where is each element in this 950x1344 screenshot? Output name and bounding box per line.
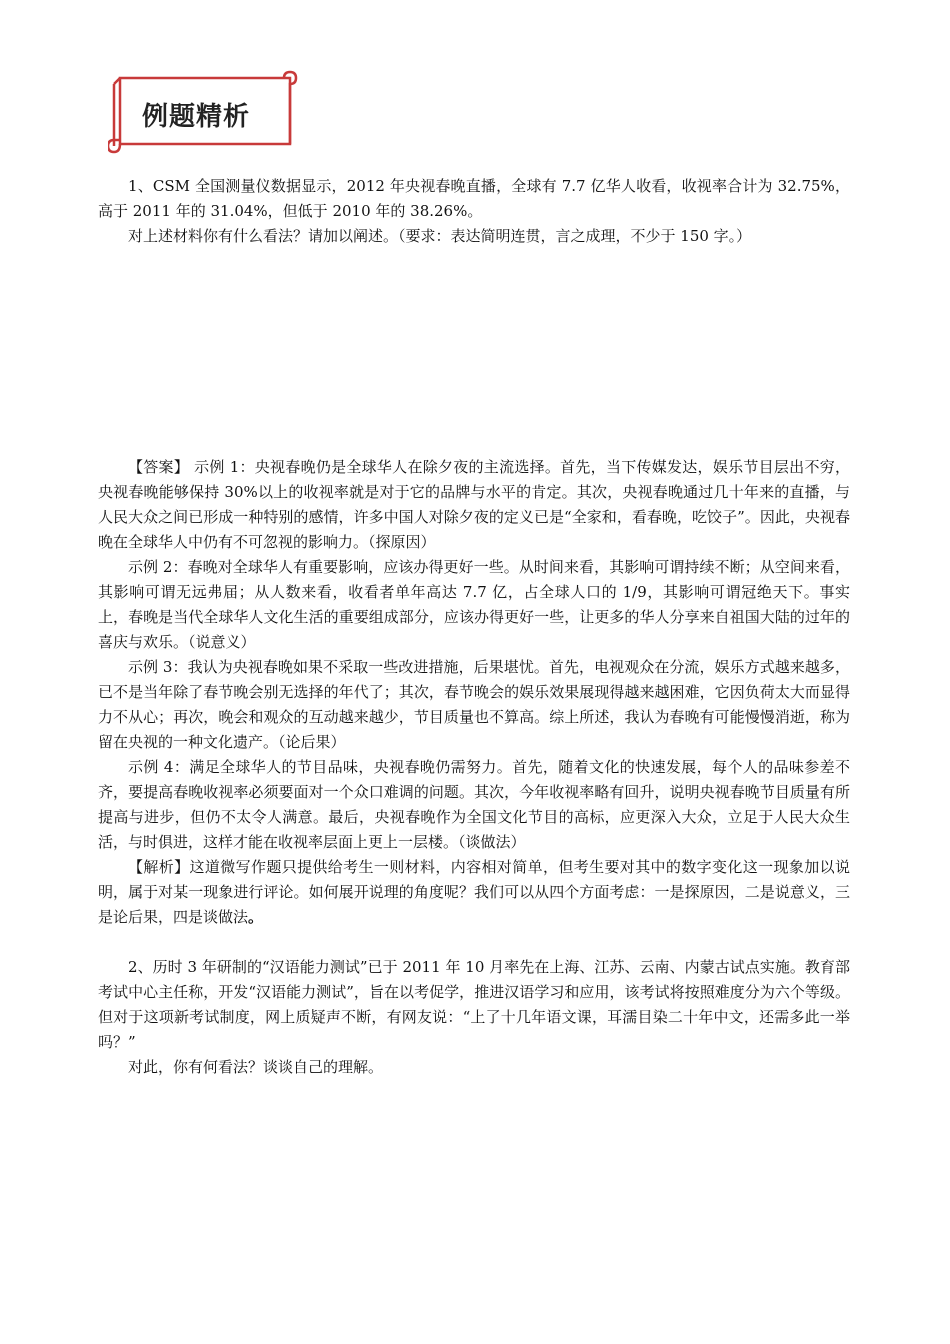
answer-space xyxy=(98,249,850,455)
answer-example-3: 示例 3：我认为央视春晚如果不采取一些改进措施，后果堪忧。首先，电视观众在分流，娱乐方式越来越多，已不是当年除了春节晚会别无选择的年代了；其次，春节晚会的娱乐效果展现得越来越困难，它因负荷太大而显得力不从心；再次，晚会和观众的互动越来越少，节目质量也不算高。综上所述，我认为春晚有可能慢慢消逝，称为留在央视的一种文化遗产。（论后果） xyxy=(98,658,850,751)
question-1-material: 1、CSM 全国测量仪数据显示，2012 年央视春晚直播，全球有 7.7 亿华人收看，收视率合计为 32.75%，高于 2011 年的 31.04%，但低于 2010 年的 38.26%。 xyxy=(98,177,850,220)
question-2-material: 2、历时 3 年研制的“汉语能力测试”已于 2011 年 10 月率先在上海、江苏、云南、内蒙古试点实施。教育部考试中心主任称，开发“汉语能力测试”，旨在以考促学，推进汉语学习和应用，该考试将按照难度分为六个等级。但对于这项新考试制度，网上质疑声不断，有网友说：“上了十几年语文课，耳濡目染二十年中文，还需多此一举吗？” xyxy=(98,958,850,1051)
answer-example-1 xyxy=(98,455,850,555)
question-2-prompt: 对此，你有何看法？谈谈自己的理解。 xyxy=(128,1058,384,1076)
answer-example-4: 示例 4：满足全球华人的节目品味，央视春晚仍需努力。首先，随着文化的快速发展，每个人的品味参差不齐，要提高春晚收视率必须要面对一个众口难调的问题。其次，今年收视率略有回升，说明央视春晚节目质量有所提高与进步，但仍不太令人满意。最后，央视春晚作为全国文化节目的高标，应更深入大众，立足于人民大众生活，与时俱进，这样才能在收视率层面上更上一层楼。（谈做法） xyxy=(98,758,850,851)
analysis-text: 【解析】这道微写作题只提供给考生一则材料，内容相对简单，但考生要对其中的数字变化这一现象加以说明，属于对某一现象进行评论。如何展开说理的角度呢？我们可以从四个方面考虑：一是探原因，二是说意义，三是论后果，四是谈做法 xyxy=(98,858,850,926)
section-banner xyxy=(108,70,298,160)
question-1-prompt: 对上述材料你有什么看法？请加以阐述。（要求：表达简明连贯，言之成理，不少于 150 字。） xyxy=(128,227,752,245)
banner-title: 例题精析 xyxy=(142,102,251,132)
example-1-text: 示例 1：央视春晚仍是全球华人在除夕夜的主流选择。首先，当下传媒发达，娱乐节目层出不穷，央视春晚能够保持 30%以上的收视率就是对于它的品牌与水平的肯定。其次，央视春晚通过几十年来的直播，与人民大众之间已形成一种特别的感情，许多中国人对除夕夜的定义已是“全家和，看春晚，吃饺子”。因此，央视春晚在全球华人中仍有不可忽视的影响力。（探原因） xyxy=(98,458,850,551)
analysis-end: 。 xyxy=(248,908,264,926)
analysis-paragraph xyxy=(98,855,850,930)
answer-example-2: 示例 2：春晚对全球华人有重要影响，应该办得更好一些。从时间来看，其影响可谓持续不断；从空间来看，其影响可谓无远弗届；从人数来看，收看者单年高达 7.7 亿，占全球人口的 1/9，其影响可谓冠绝天下。事实上，春晚是当代全球华人文化生活的重要组成部分，应该办得更好一些，让更多的华人分享来自祖国大陆的过年的喜庆与欢乐。（说意义） xyxy=(98,558,850,651)
answer-label: 【答案】 xyxy=(128,458,190,476)
document-body xyxy=(98,174,850,1080)
spacer xyxy=(98,930,850,955)
